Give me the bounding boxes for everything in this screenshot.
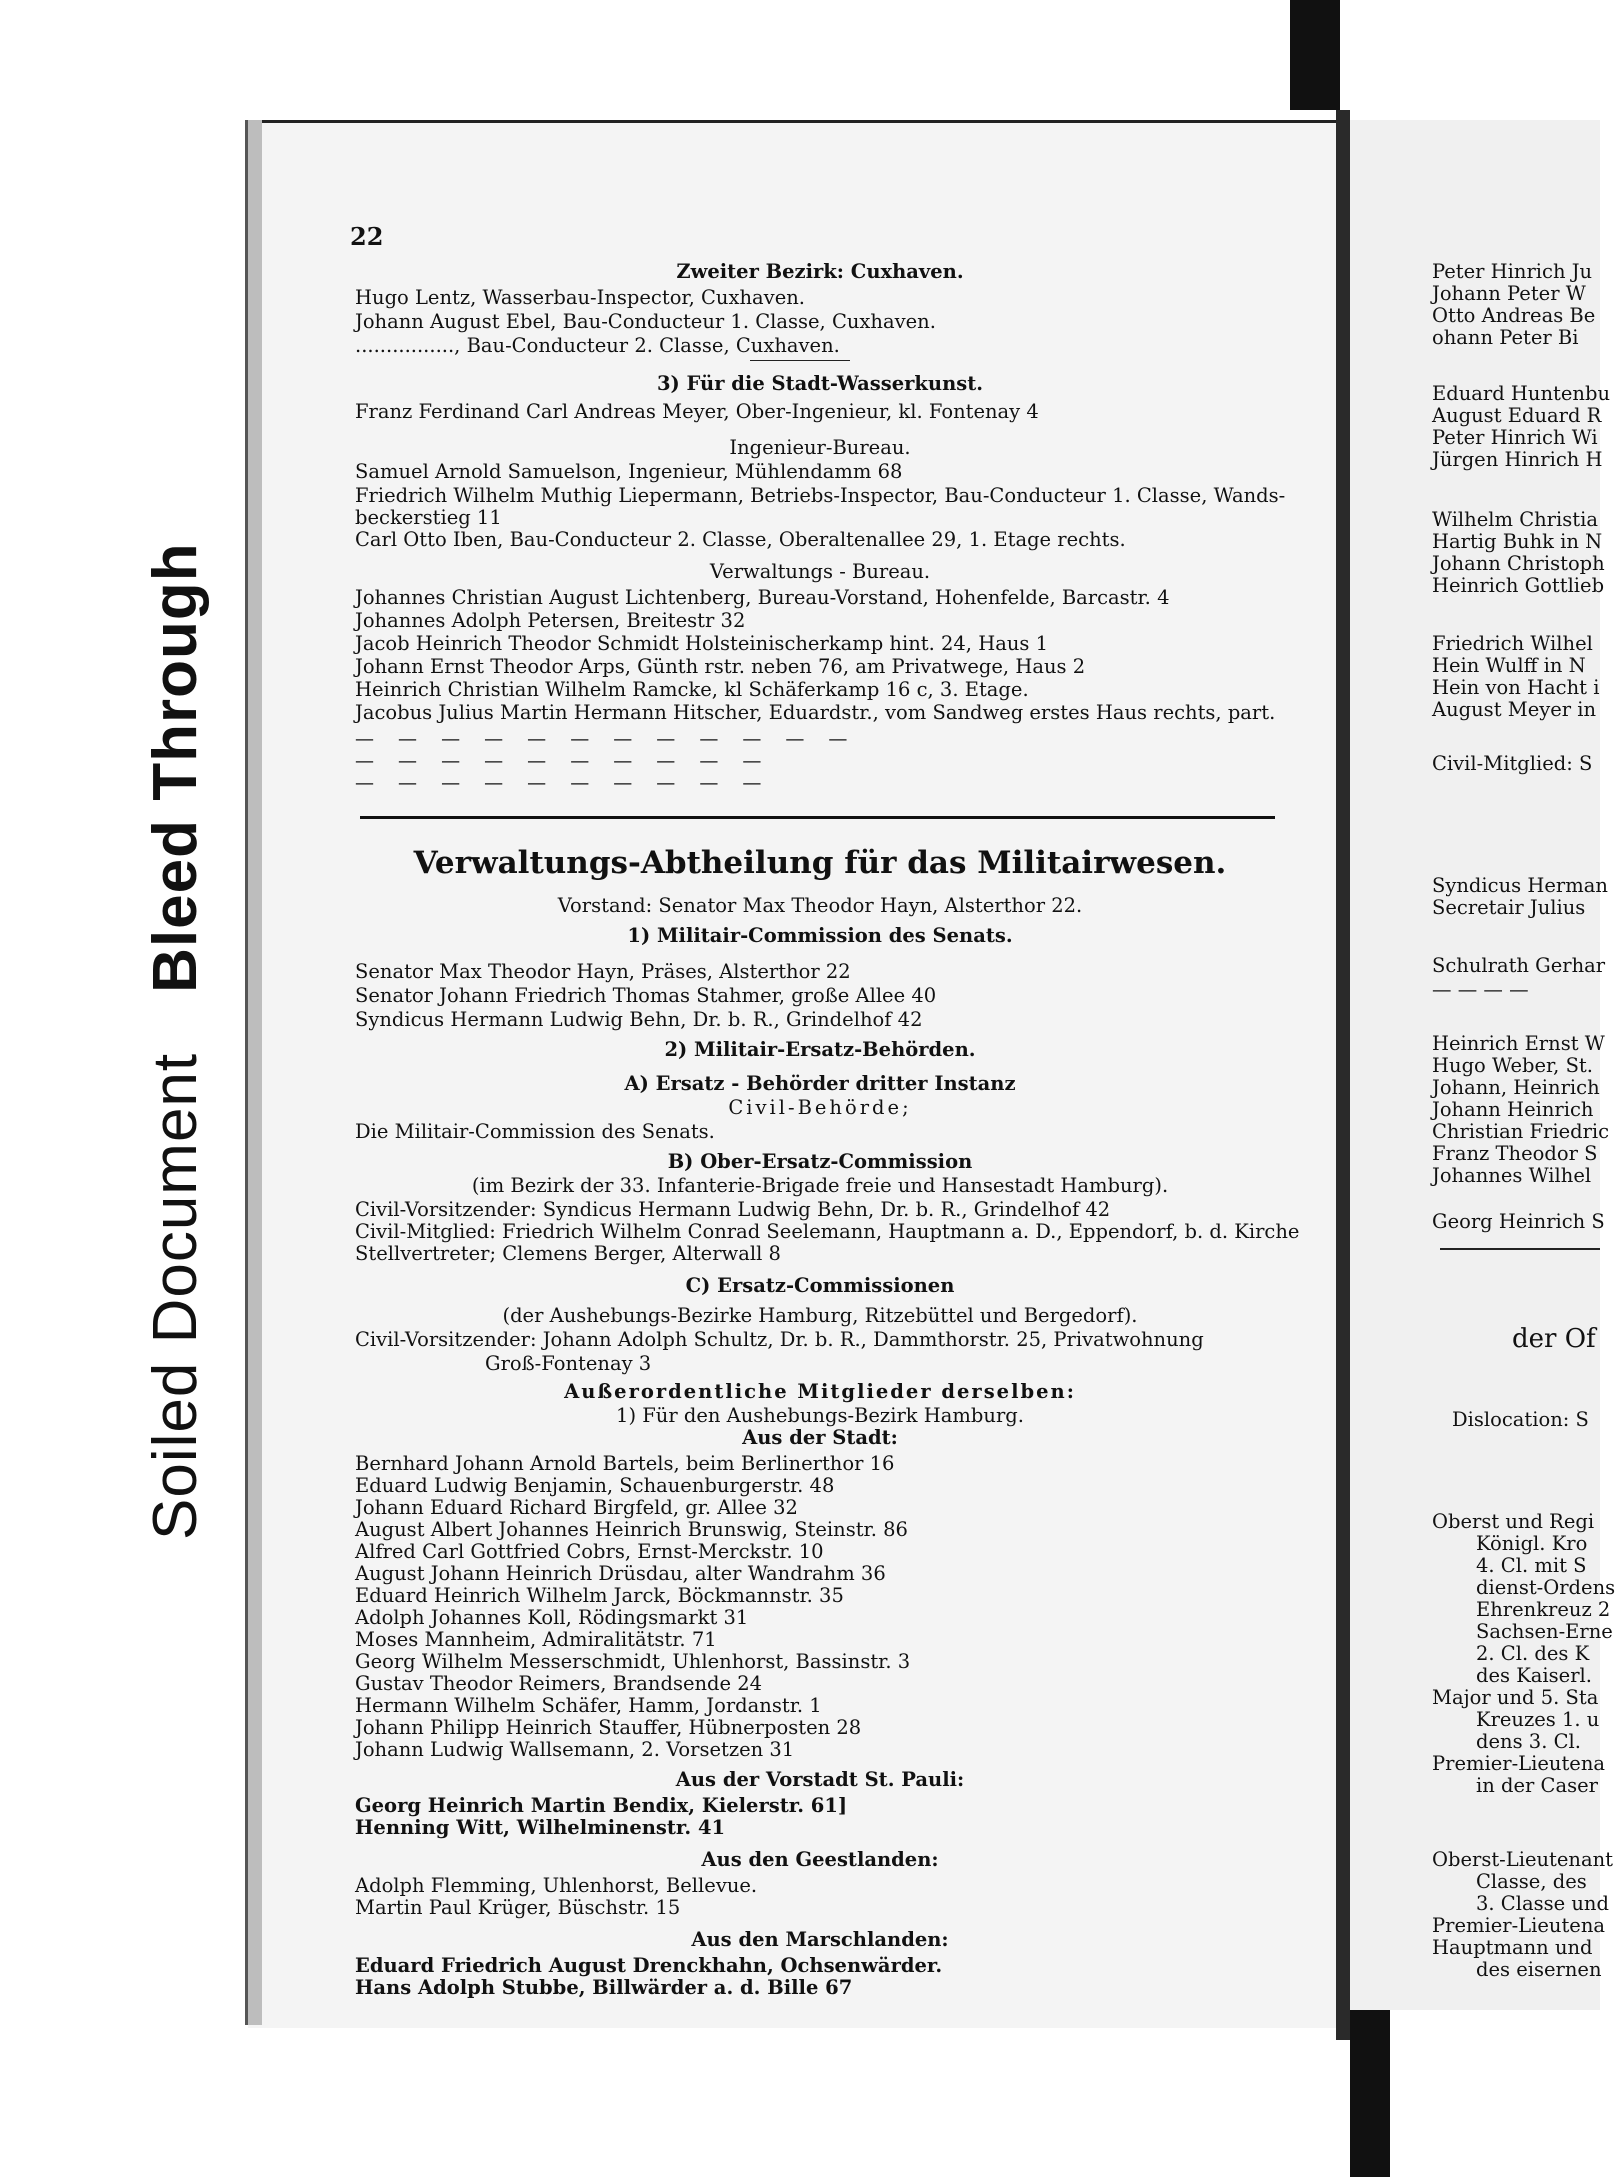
right-line: Civil-Mitglied: S xyxy=(1432,752,1593,775)
verw-heading: Verwaltungs - Bureau. xyxy=(709,560,931,583)
label-soiled-document: Soiled Document xyxy=(141,1052,210,1540)
right-line: des eisernen xyxy=(1476,1958,1602,1981)
right-line: Georg Heinrich S xyxy=(1432,1210,1605,1233)
text-line: Civil-Vorsitzender: Johann Adolph Schultz, Dr. b. R., Dammthorstr. 25, Privatwohnung xyxy=(355,1328,1204,1351)
text-line: beckerstieg 11 xyxy=(355,506,502,529)
vorstand-line: Vorstand: Senator Max Theodor Hayn, Alsterthor 22. xyxy=(557,894,1083,917)
stadt-sub: Aus der Stadt: xyxy=(742,1426,898,1449)
right-line: Premier-Lieutena xyxy=(1432,1914,1606,1937)
member-line: Eduard Friedrich August Drenckhahn, Ochsenwärder. xyxy=(355,1954,943,1977)
stadt-heading: 3) Für die Stadt-Wasserkunst. xyxy=(656,372,984,395)
text-line: Syndicus Hermann Ludwig Behn, Dr. b. R., Grindelhof 42 xyxy=(355,1008,923,1031)
right-line: 4. Cl. mit S xyxy=(1476,1554,1587,1577)
side-label xyxy=(140,542,211,1540)
member-line: Moses Mannheim, Admiralitätstr. 71 xyxy=(355,1628,717,1651)
text-line: (der Aushebungs-Bezirke Hamburg, Ritzebüttel und Bergedorf). xyxy=(502,1304,1138,1327)
right-divider xyxy=(1440,1248,1600,1250)
right-line: — — — — xyxy=(1432,978,1529,1001)
member-line: August Johann Heinrich Drüsdau, alter Wandrahm 36 xyxy=(355,1562,886,1585)
right-line: 2. Cl. des K xyxy=(1476,1642,1590,1665)
a-heading: A) Ersatz - Behörder dritter Instanz xyxy=(624,1072,1016,1095)
member-line: Adolph Flemming, Uhlenhorst, Bellevue. xyxy=(355,1874,758,1897)
text-line: Franz Ferdinand Carl Andreas Meyer, Ober-Ingenieur, kl. Fontenay 4 xyxy=(355,400,1039,423)
ing-heading: Ingenieur-Bureau. xyxy=(729,436,911,459)
text-line: ................, Bau-Conducteur 2. Classe, Cuxhaven. xyxy=(355,334,840,357)
member-line: Georg Heinrich Martin Bendix, Kielerstr. 61] xyxy=(355,1794,848,1817)
member-line: Johann Eduard Richard Birgfeld, gr. Allee 32 xyxy=(355,1496,798,1519)
right-line: Otto Andreas Be xyxy=(1432,304,1596,327)
text-line: Carl Otto Iben, Bau-Conducteur 2. Classe, Oberaltenallee 29, 1. Etage rechts. xyxy=(355,528,1126,551)
right-line: Dislocation: S xyxy=(1452,1408,1589,1431)
member-line: Hermann Wilhelm Schäfer, Hamm, Jordanstr. 1 xyxy=(355,1694,822,1717)
text-line: Jacob Heinrich Theodor Schmidt Holsteinischerkamp hint. 24, Haus 1 xyxy=(355,632,1048,655)
clip-top xyxy=(1290,0,1340,110)
c-heading: C) Ersatz-Commissionen xyxy=(685,1274,955,1297)
right-line: Johann Heinrich xyxy=(1432,1098,1594,1121)
right-line: Syndicus Herman xyxy=(1432,874,1608,897)
divider xyxy=(750,360,850,361)
member-line: Alfred Carl Gottfried Cobrs, Ernst-Merckstr. 10 xyxy=(355,1540,824,1563)
right-line: Heinrich Ernst W xyxy=(1432,1032,1605,1055)
text-line: (im Bezirk der 33. Infanterie-Brigade freie und Hansestadt Hamburg). xyxy=(471,1174,1169,1197)
ausser-sub: 1) Für den Aushebungs-Bezirk Hamburg. xyxy=(616,1404,1024,1427)
text-line: Civil-Vorsitzender: Syndicus Hermann Ludwig Behn, Dr. b. R., Grindelhof 42 xyxy=(355,1198,1111,1221)
member-line: August Albert Johannes Heinrich Brunswig, Steinstr. 86 xyxy=(355,1518,908,1541)
right-line: Johannes Wilhel xyxy=(1432,1164,1592,1187)
right-line: Wilhelm Christia xyxy=(1432,508,1598,531)
page-spine-left xyxy=(245,120,262,2025)
right-line: Hartig Buhk in N xyxy=(1432,530,1603,553)
right-line: Hugo Weber, St. xyxy=(1432,1054,1593,1077)
right-line: Ehrenkreuz 2 xyxy=(1476,1598,1611,1621)
member-line: Eduard Heinrich Wilhelm Jarck, Böckmannstr. 35 xyxy=(355,1584,844,1607)
text-line: Senator Max Theodor Hayn, Präses, Alsterthor 22 xyxy=(355,960,851,983)
right-line: Peter Hinrich Ju xyxy=(1432,260,1593,283)
member-line: Hans Adolph Stubbe, Billwärder a. d. Bille 67 xyxy=(355,1976,853,1999)
member-line: Georg Wilhelm Messerschmidt, Uhlenhorst, Bassinstr. 3 xyxy=(355,1650,911,1673)
main-title: Verwaltungs-Abtheilung für das Militairwesen. xyxy=(413,845,1227,881)
right-line: in der Caser xyxy=(1476,1774,1598,1797)
text-line: Stellvertreter; Clemens Berger, Alterwall 8 xyxy=(355,1242,781,1265)
right-line: Friedrich Wilhel xyxy=(1432,632,1593,655)
right-line: Eduard Huntenbu xyxy=(1432,382,1611,405)
b-heading: B) Ober-Ersatz-Commission xyxy=(667,1150,973,1173)
text-line: Samuel Arnold Samuelson, Ingenieur, Mühlendamm 68 xyxy=(355,460,903,483)
right-line: Major und 5. Sta xyxy=(1432,1686,1599,1709)
right-line: Heinrich Gottlieb xyxy=(1432,574,1605,597)
member-line: Eduard Ludwig Benjamin, Schauenburgerstr. 48 xyxy=(355,1474,835,1497)
right-line: Johann Peter W xyxy=(1432,282,1586,305)
member-line: Henning Witt, Wilhelminenstr. 41 xyxy=(355,1816,726,1839)
right-line: Hein Wulff in N xyxy=(1432,654,1586,677)
a-sub: Civil-Behörde; xyxy=(728,1096,912,1119)
pauli-sub: Aus der Vorstadt St. Pauli: xyxy=(675,1768,965,1791)
dash-row: — — — — — — — — — — xyxy=(355,750,771,772)
text-line: Senator Johann Friedrich Thomas Stahmer, große Allee 40 xyxy=(355,984,937,1007)
text-line: Heinrich Christian Wilhelm Ramcke, kl Schäferkamp 16 c, 3. Etage. xyxy=(355,678,1029,701)
text-line: Civil-Mitglied: Friedrich Wilhelm Conrad Seelemann, Hauptmann a. D., Eppendorf, b. d. Kirche xyxy=(355,1220,1300,1243)
right-line: Jürgen Hinrich H xyxy=(1432,448,1603,471)
right-line: Königl. Kro xyxy=(1476,1532,1588,1555)
right-line: Sachsen-Erne xyxy=(1476,1620,1613,1643)
text-line: Friedrich Wilhelm Muthig Liepermann, Betriebs-Inspector, Bau-Conducteur 1. Classe, Wands- xyxy=(355,484,1286,507)
member-line: Martin Paul Krüger, Büschstr. 15 xyxy=(355,1896,681,1919)
right-line: Christian Friedric xyxy=(1432,1120,1610,1143)
right-line: Oberst und Regi xyxy=(1432,1510,1595,1533)
marsch-sub: Aus den Marschlanden: xyxy=(691,1928,949,1951)
right-line: Secretair Julius xyxy=(1432,896,1586,919)
dash-row: — — — — — — — — — — — — xyxy=(355,728,857,750)
text-line: Johannes Adolph Petersen, Breitestr 32 xyxy=(355,609,746,632)
right-line: der Of xyxy=(1512,1324,1596,1354)
right-line: August Eduard R xyxy=(1432,404,1602,427)
right-line: dienst-Ordens xyxy=(1476,1576,1615,1599)
page-number: 22 xyxy=(350,222,384,251)
member-line: Adolph Johannes Koll, Rödingsmarkt 31 xyxy=(355,1606,749,1629)
right-line: Peter Hinrich Wi xyxy=(1432,426,1598,449)
right-line: Johann, Heinrich xyxy=(1432,1076,1600,1099)
text-line: Johannes Christian August Lichtenberg, Bureau-Vorstand, Hohenfelde, Barcastr. 4 xyxy=(355,586,1170,609)
ersatz-heading: 2) Militair-Ersatz-Behörden. xyxy=(664,1038,976,1061)
right-line: Oberst-Lieutenant xyxy=(1432,1848,1614,1871)
right-line: Johann Christoph xyxy=(1432,552,1605,575)
member-line: Gustav Theodor Reimers, Brandsende 24 xyxy=(355,1672,763,1695)
geest-sub: Aus den Geestlanden: xyxy=(701,1848,939,1871)
right-line: Classe, des xyxy=(1476,1870,1587,1893)
page-gutter xyxy=(1336,110,1350,2040)
right-line: 3. Classe und xyxy=(1476,1892,1609,1915)
section-rule xyxy=(360,816,1275,819)
clip-bottom xyxy=(1350,2010,1390,2177)
right-line: Schulrath Gerhar xyxy=(1432,954,1606,977)
text-line: Die Militair-Commission des Senats. xyxy=(355,1120,715,1143)
right-line: des Kaiserl. xyxy=(1476,1664,1592,1687)
right-line: ohann Peter Bi xyxy=(1432,326,1579,349)
right-line: Kreuzes 1. u xyxy=(1476,1708,1600,1731)
right-line: Hein von Hacht i xyxy=(1432,676,1600,699)
right-line: dens 3. Cl. xyxy=(1476,1730,1581,1753)
text-line: Groß-Fontenay 3 xyxy=(485,1352,652,1375)
text-line: Jacobus Julius Martin Hermann Hitscher, Eduardstr., vom Sandweg erstes Haus rechts, part. xyxy=(355,701,1276,724)
right-line: Premier-Lieutena xyxy=(1432,1752,1606,1775)
member-line: Johann Philipp Heinrich Stauffer, Hübnerposten 28 xyxy=(355,1716,862,1739)
ausser-heading: Außerordentliche Mitglieder derselben: xyxy=(564,1380,1076,1403)
right-line: Hauptmann und xyxy=(1432,1936,1593,1959)
dash-row: — — — — — — — — — — xyxy=(355,772,771,794)
text-line: Hugo Lentz, Wasserbau-Inspector, Cuxhaven. xyxy=(355,286,805,309)
text-line: Johann August Ebel, Bau-Conducteur 1. Classe, Cuxhaven. xyxy=(355,310,936,333)
member-line: Johann Ludwig Wallsemann, 2. Vorsetzen 31 xyxy=(355,1738,795,1761)
right-line: August Meyer in xyxy=(1432,698,1597,721)
zweiter-heading: Zweiter Bezirk: Cuxhaven. xyxy=(676,260,964,283)
member-line: Bernhard Johann Arnold Bartels, beim Berlinerthor 16 xyxy=(355,1452,895,1475)
mil-heading: 1) Militair-Commission des Senats. xyxy=(627,924,1013,947)
label-bleed-through: Bleed Through xyxy=(141,542,210,993)
right-line: Franz Theodor S xyxy=(1432,1142,1598,1165)
text-line: Johann Ernst Theodor Arps, Günth rstr. neben 76, am Privatwege, Haus 2 xyxy=(355,655,1086,678)
